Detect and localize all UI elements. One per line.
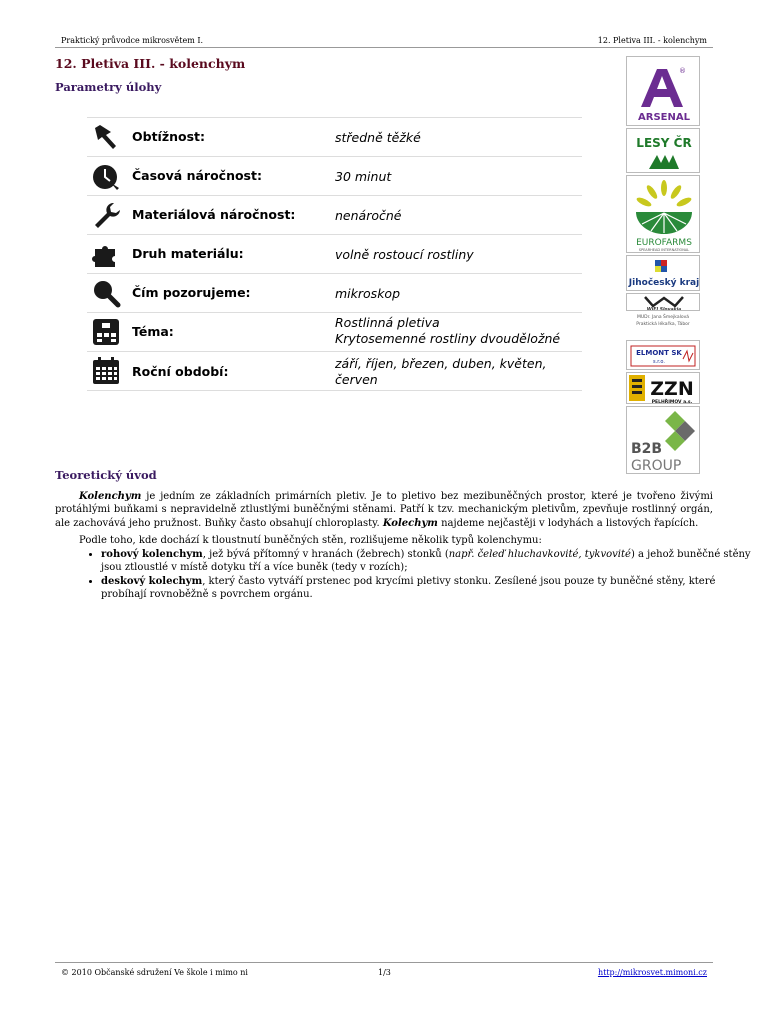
- svg-text:B2B: B2B: [631, 441, 663, 457]
- clock-icon: [91, 161, 121, 191]
- zzn-logo: [626, 372, 700, 404]
- header-right: 12. Pletiva III. - kolenchym: [597, 36, 707, 45]
- magnifier-icon: [91, 278, 121, 308]
- param-value: mikroskop: [335, 286, 401, 301]
- puzzle-icon: [91, 239, 121, 269]
- param-value: středně těžké: [335, 130, 421, 145]
- svg-text:GROUP: GROUP: [631, 458, 682, 474]
- param-label: Obtížnost:: [132, 129, 206, 144]
- theory-text: najdeme nejčastěji v lodyhách a listových řapících.: [437, 517, 699, 529]
- param-row: [87, 157, 582, 196]
- b2b-group-logo: [626, 406, 700, 474]
- footer-link[interactable]: http://mikrosvet.mimoni.cz: [597, 968, 707, 977]
- list-item-example: např. čeleď hluchavkovité, tykvovité: [448, 549, 631, 560]
- param-value: 30 minut: [335, 169, 392, 184]
- param-row: [87, 118, 582, 157]
- footer-divider: [55, 962, 713, 963]
- list-item-term: rohový kolenchym: [101, 549, 203, 560]
- calendar-icon: [91, 356, 121, 386]
- param-value: [335, 315, 560, 347]
- wrench-icon: [91, 200, 121, 230]
- lesycr-logo: [626, 128, 700, 173]
- arsenal-logo: [626, 56, 700, 126]
- svg-text:WIFI Slovakia: WIFI Slovakia: [646, 307, 682, 311]
- mudr-line1: MUDr. Jana Šmejkalová: [636, 315, 690, 320]
- param-row: [87, 352, 582, 391]
- list-item: [101, 575, 751, 602]
- param-label: Materiálová náročnost:: [132, 207, 296, 222]
- theory-paragraph-1: [55, 490, 713, 530]
- param-value-line1: Rostlinná pletiva: [335, 315, 440, 330]
- page-title: 12. Pletiva III. - kolenchym: [55, 56, 246, 71]
- param-row: [87, 196, 582, 235]
- theory-paragraph-2: Podle toho, kde dochází k tloustnutí buněčných stěn, rozlišujeme několik typů kolenchymu:: [79, 535, 542, 546]
- kolenchym-types-list: [55, 548, 751, 602]
- param-row: [87, 235, 582, 274]
- elmont-logo: [626, 340, 700, 370]
- param-label: Téma:: [132, 324, 174, 339]
- page-number: 1/3: [378, 968, 391, 977]
- svg-text:Jihočeský kraj: Jihočeský kraj: [628, 278, 700, 288]
- param-value-line2: červen: [335, 372, 378, 387]
- svg-text:ZZN: ZZN: [650, 378, 694, 400]
- svg-text:PELHŘIMOV a.s.: PELHŘIMOV a.s.: [651, 400, 693, 404]
- param-value: volně rostoucí rostliny: [335, 247, 474, 262]
- term-kolenchym: Kolenchym: [79, 491, 142, 502]
- header-divider: [55, 47, 713, 48]
- param-label: Roční období:: [132, 364, 229, 379]
- svg-text:s.r.o.: s.r.o.: [653, 359, 665, 365]
- param-value-line2: Krytosemenné rostliny dvouděložné: [335, 331, 561, 346]
- list-item-text: , který často vytváří prstenec pod krycími pletivy stonku. Zesílené jsou pouze ty buněčné stěny, které probíhají rovnoběžně s povrchem orgánu.: [101, 575, 716, 601]
- theory-text: je jedním ze základních primárních pletiv. Je to pletivo bez mezibuněčných prostor, které je tvořeno živými protáhlými buňkami s nepravidelně ztlustlými buněčnými stěnami. Patří k tzv. mechanickým pletivům, zpevňuje rostlinný orgán, ale zachovává jeho pružnost. Buňky často obsahují chloroplasty.: [55, 491, 713, 529]
- lightning-icon: [91, 122, 121, 152]
- theory-heading: Teoretický úvod: [55, 468, 157, 482]
- params-table: [87, 117, 582, 391]
- eurofarms-logo: [626, 175, 700, 253]
- svg-text:®: ®: [679, 67, 686, 75]
- param-label: Čím pozorujeme:: [132, 285, 251, 300]
- list-item-term: deskový kolechym: [101, 575, 203, 587]
- list-item-text: ) a jehož buněčné stěny jsou ztloustlé v místě dotyku tří a více buněk (tedy v rozích);: [101, 549, 751, 574]
- sitemap-icon: [91, 317, 121, 347]
- list-item: [101, 548, 751, 575]
- param-value: [335, 356, 546, 388]
- term-kolechym: Kolechym: [382, 517, 438, 529]
- footer-left: © 2010 Občanské sdružení Ve škole i mimo ni: [61, 968, 248, 977]
- svg-text:ELMONT SK: ELMONT SK: [636, 349, 682, 357]
- jihocesky-kraj-logo: [626, 255, 700, 291]
- svg-text:LESY ČR: LESY ČR: [636, 136, 692, 150]
- param-row: [87, 274, 582, 313]
- param-label: Časová náročnost:: [132, 168, 262, 183]
- param-row: [87, 313, 582, 352]
- header-left: Praktický průvodce mikrosvětem I.: [61, 36, 204, 45]
- mudr-logo: [626, 314, 700, 328]
- mudr-line2: Praktická lékařka, Tábor: [636, 322, 690, 327]
- param-value: nenáročné: [335, 208, 402, 223]
- svg-text:EUROFARMS: EUROFARMS: [636, 238, 692, 248]
- wifi-slovakia-logo: [626, 293, 700, 311]
- list-item-text: , jež bývá přítomný v hranách (žebrech) stonků (: [202, 549, 449, 560]
- svg-text:ARSENAL: ARSENAL: [638, 112, 690, 123]
- param-label: Druh materiálu:: [132, 246, 244, 261]
- svg-text:SPEARHEAD INTERNATIONAL: SPEARHEAD INTERNATIONAL: [638, 248, 690, 252]
- params-heading: Parametry úlohy: [55, 80, 162, 94]
- param-value-line1: září, říjen, březen, duben, květen,: [335, 356, 547, 371]
